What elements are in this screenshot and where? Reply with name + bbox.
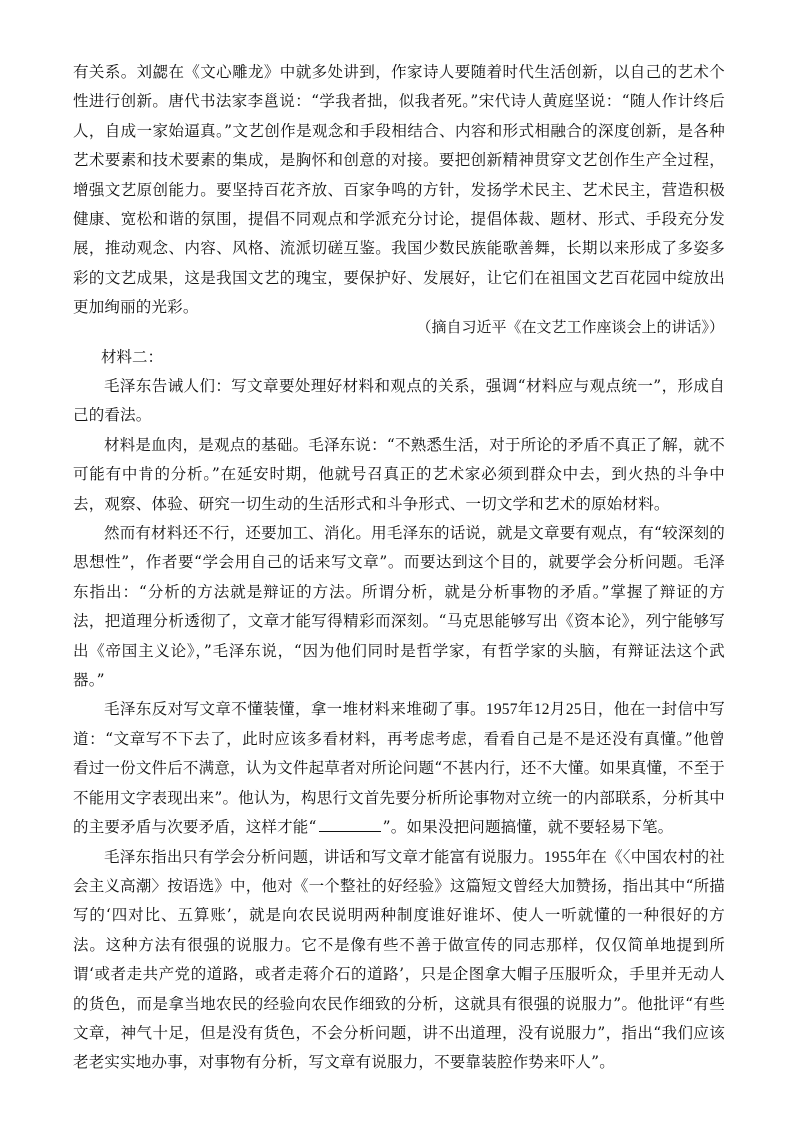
paragraph-4-text-b: 年 <box>517 700 534 719</box>
paragraph-4-text-d: 日，他在一封信中写道：“文章写不下去了，此时应该多看材料，再考虑考虑，看看自己是不是还没有真懂。”他曾看过一份文件后不满意，认为文件起草者对所论问题“不甚内行，还不大懂。如果真懂，不至于不能用文字表现出来”。他认为，构思行文首先要分析所论事物对立统一的内部联系，分析其中的主要矛盾与次要矛盾，这样才能“ <box>73 700 725 837</box>
material-two-label: 材料二： <box>101 348 164 366</box>
source-citation: （摘自习近平《在文艺工作座谈会上的讲话》） <box>416 318 724 336</box>
passage-two-paragraph-2: 材料是血肉，是观点的基础。毛泽东说：“不熟悉生活，对于所论的矛盾不真正了解，就不可能有中肯的分析。”在延安时期，他就号召真正的艺术家必须到群众中去，到火热的斗争中去，观察、体验、研究一切生动的生活形式和斗争形式、一切文学和艺术的原始材料。 <box>73 435 725 513</box>
paragraph-4-text-a: 毛泽东反对写文章不懂装懂，拿一堆材料来堆砌了事。 <box>104 700 486 719</box>
passage-one-paragraph: 有关系。刘勰在《文心雕龙》中就多处讲到，作家诗人要随着时代生活创新，以自己的艺术个性进行创新。唐代书法家李邕说：“学我者拙，似我者死。”宋代诗人黄庭坚说：“随人作计终后人，自成一家始逼真。”文艺创作是观念和手段相结合、内容和形式相融合的深度创新，是各种艺术要素和技术要素的集成，是胸怀和创意的对接。要把创新精神贯穿文艺创作生产全过程，增强文艺原创能力。要坚持百花齐放、百家争鸣的方针，发扬学术民主、艺术民主，营造积极健康、宽松和谐的氛围，提倡不同观点和学派充分讨论，提倡体裁、题材、形式、手段充分发展，推动观念、内容、风格、流派切磋互鉴。我国少数民族能歌善舞，长期以来形成了多姿多彩的文艺成果，这是我国文艺的瑰宝，要保护好、发展好，让它们在祖国文艺百花园中绽放出更加绚丽的光彩。 <box>73 63 725 317</box>
passage-two-paragraph-1: 毛泽东告诫人们：写文章要处理好材料和观点的关系，强调“材料应与观点统一”，形成自己的看法。 <box>73 377 725 425</box>
passage-two-paragraph-4 <box>73 695 725 842</box>
paragraph-5-text-b: 年在《〈中国农村的社会主义高潮〉按语选》中，他对《一个整社的好经验》这篇短文曾经大加赞扬，指出其中“所描写的‘四对比、五算账’，就是向农民说明两种制度谁好谁坏、使人一听就懂的一种很好的方法。这种方法有很强的说服力。它不是像有些不善于做宣传的同志那样，仅仅简单地提到所谓‘或者走共产党的道路，或者走蒋介石的道路’，只是企图拿大帽子压服听众，手里并无动人的货色，而是拿当地农民的经验向农民作细致的分析，这就具有很强的说服力”。他批评“有些文章，神气十足，但是没有货色，不会分析问题，讲不出道理，没有说服力”，指出“我们应该老老实实地办事，对事物有分析，写文章有说服力，不要靠装腔作势来吓人”。 <box>73 847 725 1072</box>
passage-two-paragraph-5 <box>73 843 725 1078</box>
paragraph-4-text-e: ”。如果没把问题搞懂，就不要轻易下笔。 <box>382 818 674 837</box>
paragraph-4-day: 25 <box>565 701 582 719</box>
fill-in-blank[interactable] <box>319 815 381 832</box>
passage-two-paragraph-3: 然而有材料还不行，还要加工、消化。用毛泽东的话说，就是文章要有观点，有“较深刻的思想性”，作者要“学会用自己的话来写文章”。而要达到这个目的，就要学会分析问题。毛泽东指出：“分析的方法就是辩证的方法。所谓分析，就是分析事物的矛盾。”掌握了辩证的方法，把道理分析透彻了，文章才能写得精彩而深刻。“马克思能够写出《资本论》，列宁能够写出《帝国主义论》，”毛泽东说，“因为他们同时是哲学家，有哲学家的头脑，有辩证法这个武器。” <box>73 524 725 690</box>
paragraph-4-year: 1957 <box>485 701 518 719</box>
paragraph-5-year: 1955 <box>543 848 576 866</box>
passage-two <box>73 372 725 1078</box>
passage-one <box>73 58 725 323</box>
paragraph-5-text-a: 毛泽东指出只有学会分析问题，讲话和写文章才能富有说服力。 <box>104 847 544 866</box>
paragraph-4-text-c: 月 <box>549 700 566 719</box>
paragraph-4-month: 12 <box>533 701 550 719</box>
